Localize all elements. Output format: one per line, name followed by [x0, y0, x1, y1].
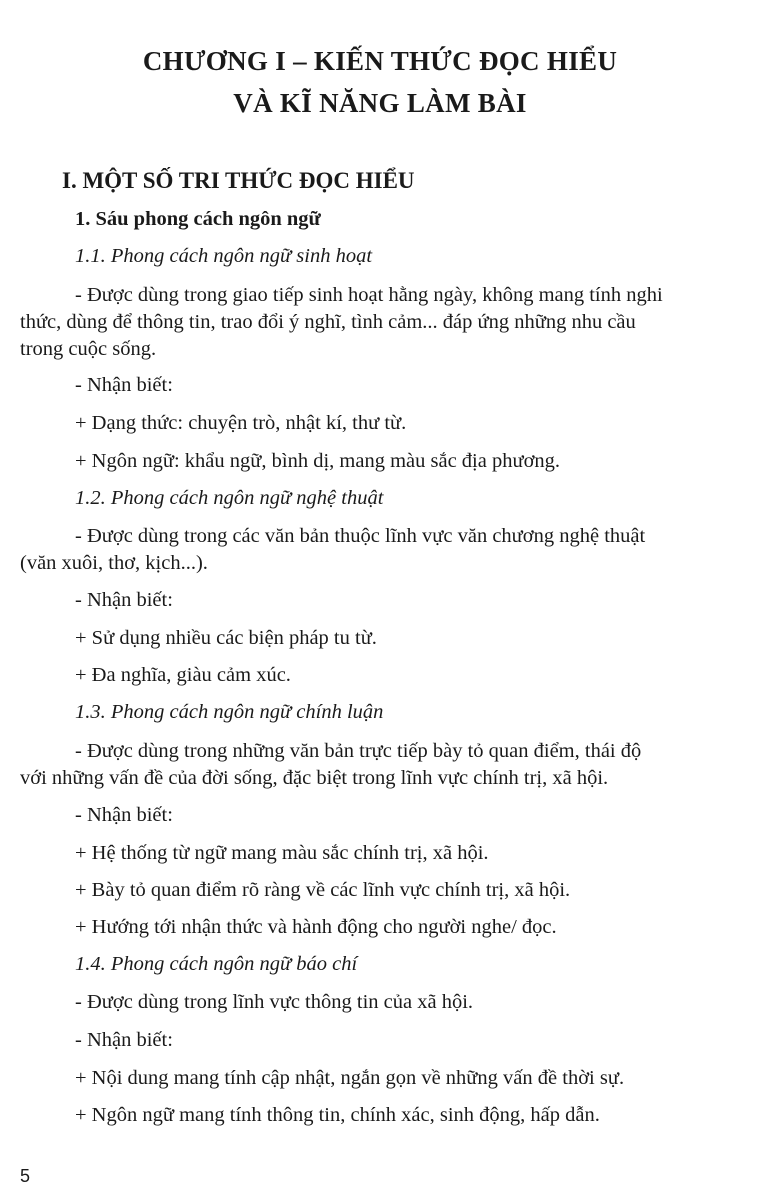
style-1-bullet-1: + Dạng thức: chuyện trò, nhật kí, thư từ. [75, 412, 407, 434]
style-1-para-line-1: - Được dùng trong giao tiếp sinh hoạt hằng ngày, không mang tính nghi [75, 284, 663, 306]
style-3-para-line-2: với những vấn đề của đời sống, đặc biệt trong lĩnh vực chính trị, xã hội. [20, 767, 609, 789]
style-3-bullet-1: + Hệ thống từ ngữ mang màu sắc chính trị, xã hội. [75, 842, 489, 864]
style-3-bullet-3: + Hướng tới nhận thức và hành động cho người nghe/ đọc. [75, 916, 557, 938]
style-2-recognize: - Nhận biết: [75, 589, 173, 611]
style-1-para-line-3: trong cuộc sống. [20, 338, 157, 360]
style-4-bullet-1: + Nội dung mang tính cập nhật, ngắn gọn về những vấn đề thời sự. [75, 1067, 625, 1089]
style-1-para-line-2: thức, dùng để thông tin, trao đổi ý nghĩ, tình cảm... đáp ứng những nhu cầu [20, 311, 636, 333]
subsection-heading: 1. Sáu phong cách ngôn ngữ [75, 208, 321, 230]
style-4-title: 1.4. Phong cách ngôn ngữ báo chí [75, 953, 358, 975]
style-4-para-line-1: - Được dùng trong lĩnh vực thông tin của xã hội. [75, 991, 474, 1013]
style-4-bullet-2: + Ngôn ngữ mang tính thông tin, chính xác, sinh động, hấp dẫn. [75, 1104, 600, 1126]
chapter-title-line-2: VÀ KĨ NĂNG LÀM BÀI [233, 88, 527, 118]
style-3-bullet-2: + Bày tỏ quan điểm rõ ràng về các lĩnh vực chính trị, xã hội. [75, 879, 571, 901]
style-1-recognize: - Nhận biết: [75, 374, 173, 396]
style-2-title: 1.2. Phong cách ngôn ngữ nghệ thuật [75, 487, 384, 509]
style-1-title: 1.1. Phong cách ngôn ngữ sinh hoạt [75, 245, 373, 267]
style-2-bullet-2: + Đa nghĩa, giàu cảm xúc. [75, 664, 291, 686]
page-number: 5 [20, 1166, 31, 1186]
chapter-title-line-1: CHƯƠNG I – KIẾN THỨC ĐỌC HIỂU [142, 46, 618, 76]
style-3-title: 1.3. Phong cách ngôn ngữ chính luận [75, 701, 384, 723]
style-3-recognize: - Nhận biết: [75, 804, 173, 826]
style-2-para-line-1: - Được dùng trong các văn bản thuộc lĩnh vực văn chương nghệ thuật [75, 525, 646, 547]
style-1-bullet-2: + Ngôn ngữ: khẩu ngữ, bình dị, mang màu sắc địa phương. [75, 450, 561, 472]
style-2-bullet-1: + Sử dụng nhiều các biện pháp tu từ. [75, 627, 377, 649]
style-2-para-line-2: (văn xuôi, thơ, kịch...). [20, 552, 208, 574]
style-4-recognize: - Nhận biết: [75, 1029, 173, 1051]
section-heading: I. MỘT SỐ TRI THỨC ĐỌC HIỂU [62, 168, 415, 193]
style-3-para-line-1: - Được dùng trong những văn bản trực tiếp bày tỏ quan điểm, thái độ [75, 740, 642, 762]
